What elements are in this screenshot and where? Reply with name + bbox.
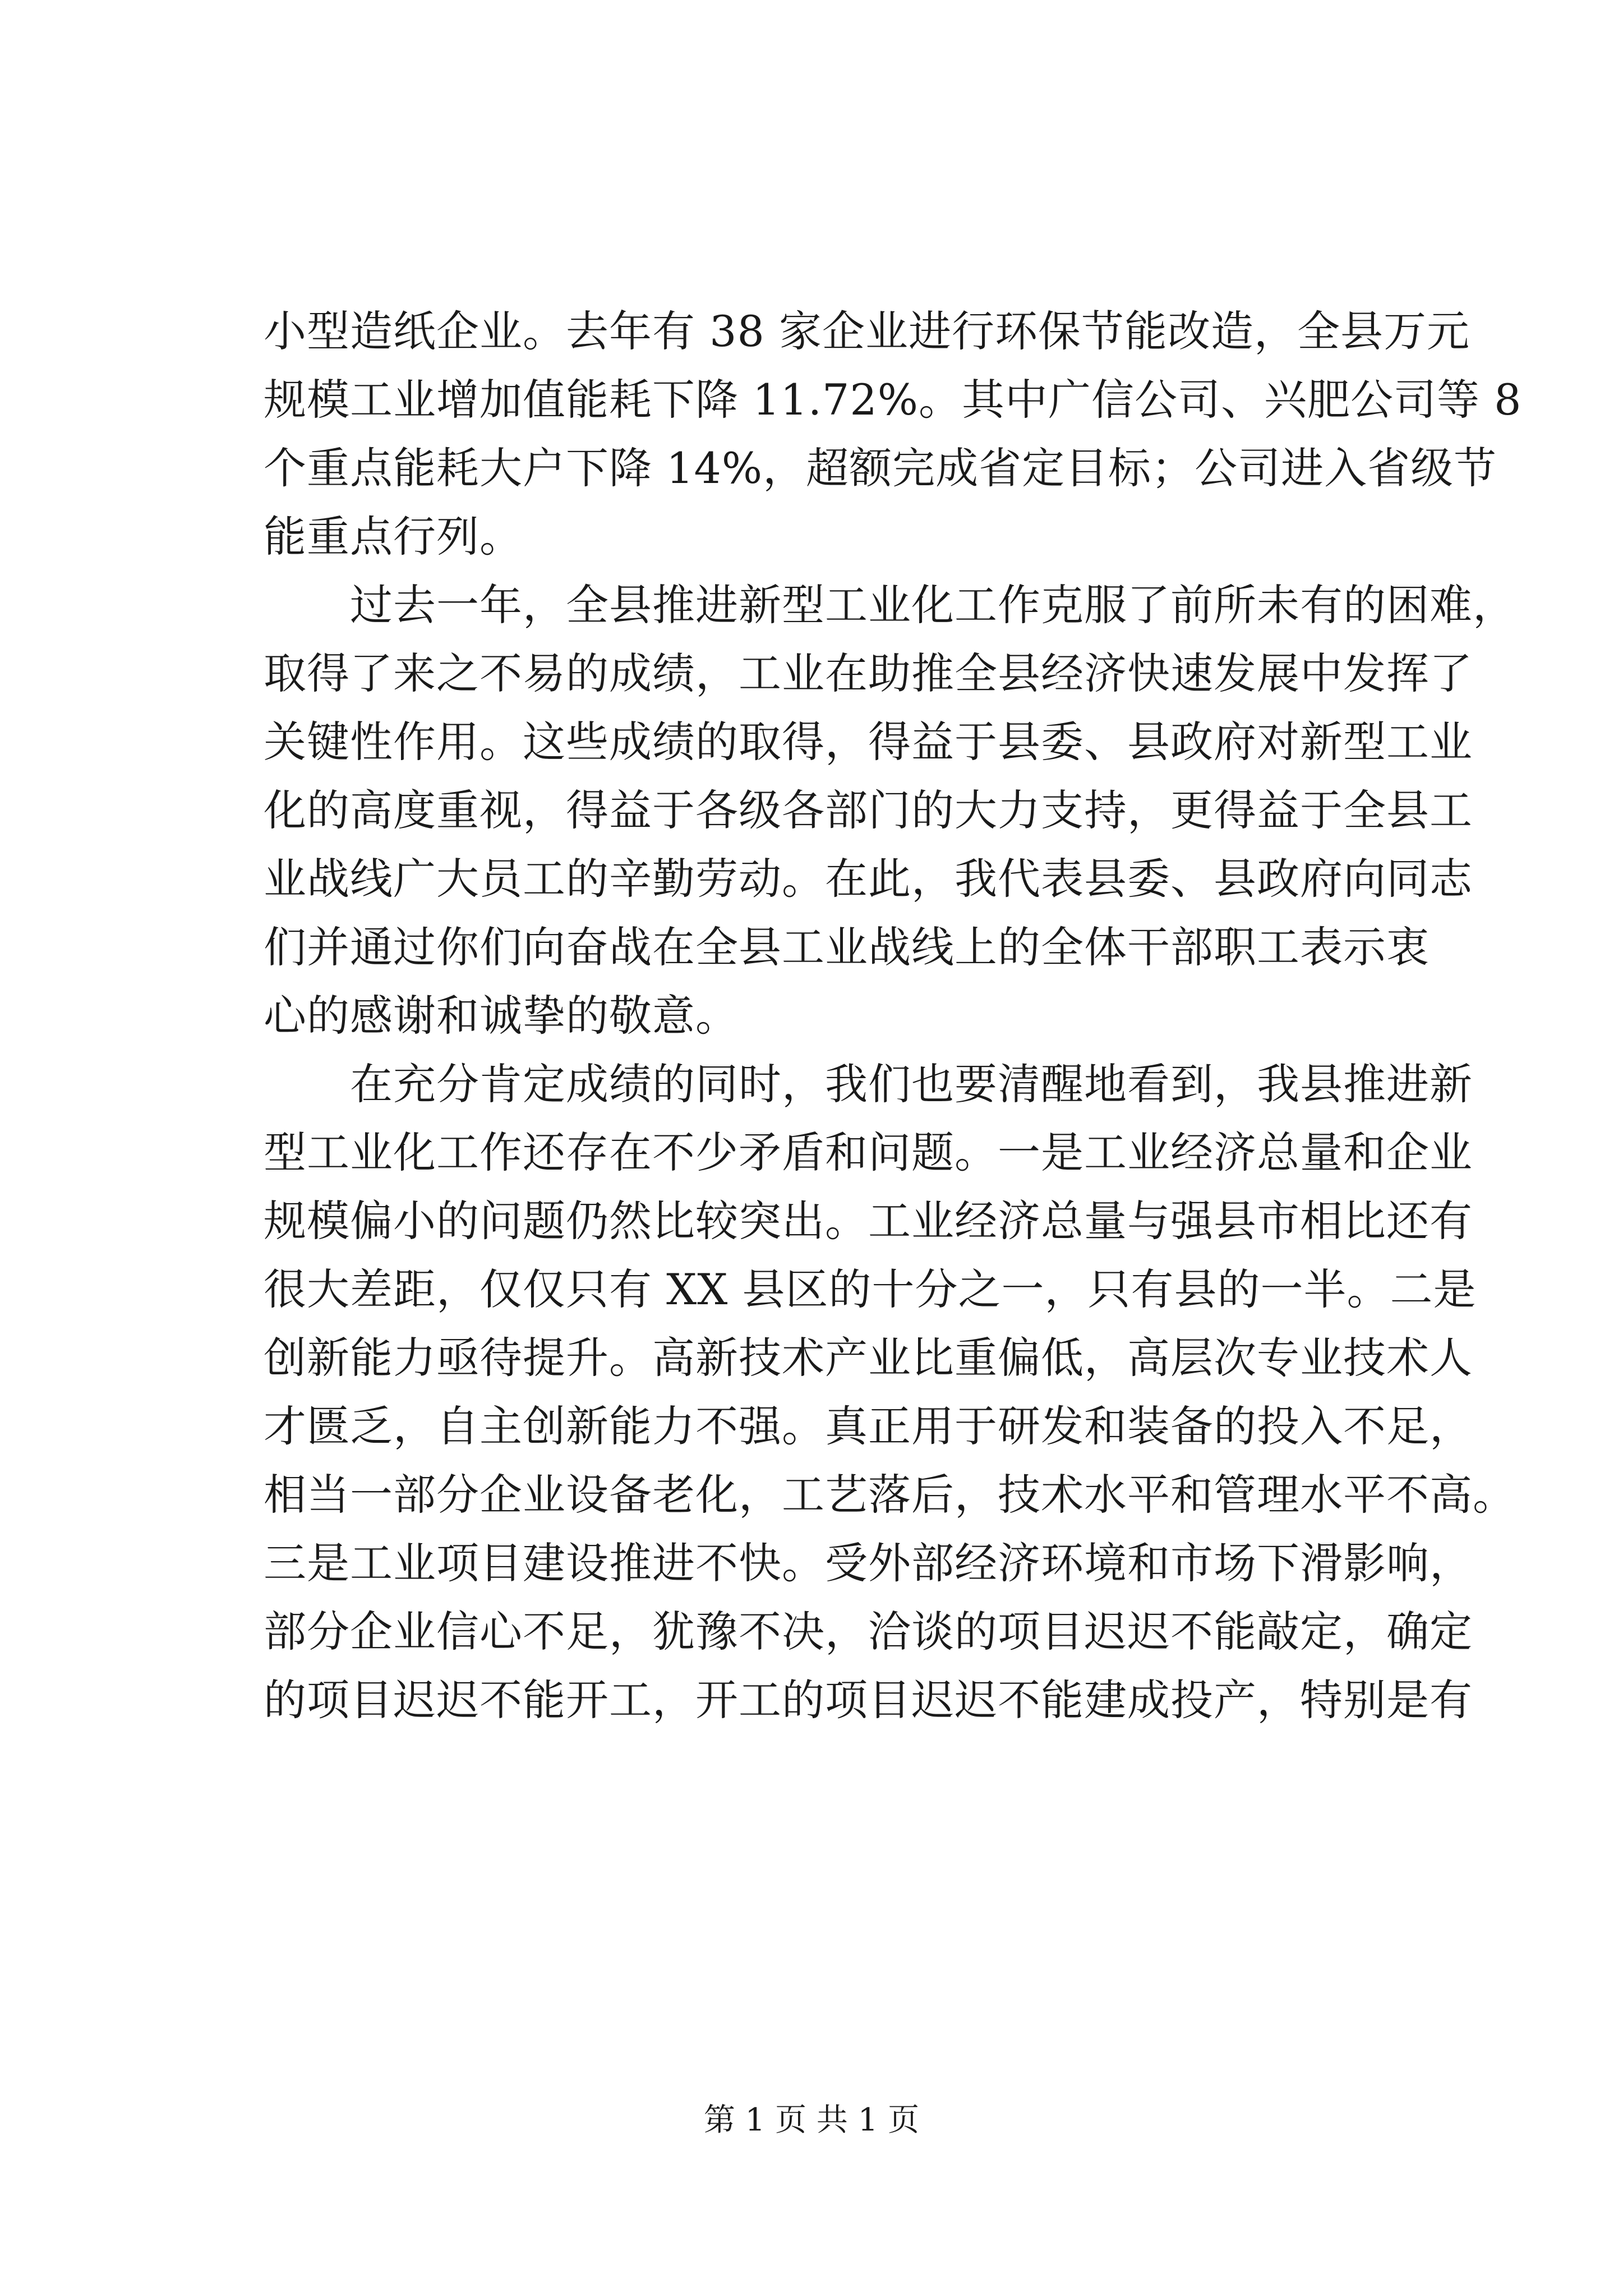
text-line: 心的感谢和诚挚的敬意。 bbox=[264, 991, 739, 1041]
text-line: 关键性作用。这些成绩的取得，得益于县委、县政府对新型工业 bbox=[264, 717, 1473, 767]
text-line: 规模工业增加值能耗下降 11.72%。其中广信公司、兴肥公司等 8 bbox=[264, 375, 1522, 425]
text-line: 相当一部分企业设备老化，工艺落后，技术水平和管理水平不高。 bbox=[264, 1470, 1516, 1520]
text-line: 三是工业项目建设推进不快。受外部经济环境和市场下滑影响， bbox=[264, 1538, 1473, 1588]
text-line: 型工业化工作还存在不少矛盾和问题。一是工业经济总量和企业 bbox=[264, 1128, 1473, 1177]
text-line: 化的高度重视，得益于各级各部门的大力支持，更得益于全县工 bbox=[264, 785, 1473, 835]
text-line: 们并通过你们向奋战在全县工业战线上的全体干部职工表示衷 bbox=[264, 922, 1430, 972]
text-line: 才匮乏，自主创新能力不强。真正用于研发和装备的投入不足， bbox=[264, 1401, 1473, 1451]
page-footer: 第 1 页 共 1 页 bbox=[703, 2102, 920, 2138]
text-line: 取得了来之不易的成绩，工业在助推全县经济快速发展中发挥了 bbox=[264, 648, 1473, 698]
text-line: 部分企业信心不足，犹豫不决，洽谈的项目迟迟不能敲定，确定 bbox=[264, 1607, 1473, 1657]
text-line: 小型造纸企业。去年有 38 家企业进行环保节能改造，全县万元 bbox=[264, 306, 1470, 356]
body-text bbox=[264, 297, 1522, 1734]
text-line: 过去一年，全县推进新型工业化工作克服了前所未有的困难， bbox=[264, 580, 1516, 630]
text-line: 在充分肯定成绩的同时，我们也要清醒地看到，我县推进新 bbox=[264, 1059, 1473, 1109]
text-line: 的项目迟迟不能开工，开工的项目迟迟不能建成投产，特别是有 bbox=[264, 1675, 1473, 1725]
text-line: 个重点能耗大户下降 14%，超额完成省定目标；公司进入省级节 bbox=[264, 443, 1497, 493]
text-line: 规模偏小的问题仍然比较突出。工业经济总量与强县市相比还有 bbox=[264, 1196, 1473, 1246]
text-line: 创新能力亟待提升。高新技术产业比重偏低，高层次专业技术人 bbox=[264, 1333, 1473, 1383]
text-line: 很大差距，仅仅只有 XX 县区的十分之一，只有县的一半。二是 bbox=[264, 1264, 1477, 1314]
text-line: 业战线广大员工的辛勤劳动。在此，我代表县委、县政府向同志 bbox=[264, 854, 1473, 904]
text-line: 能重点行列。 bbox=[264, 512, 523, 562]
